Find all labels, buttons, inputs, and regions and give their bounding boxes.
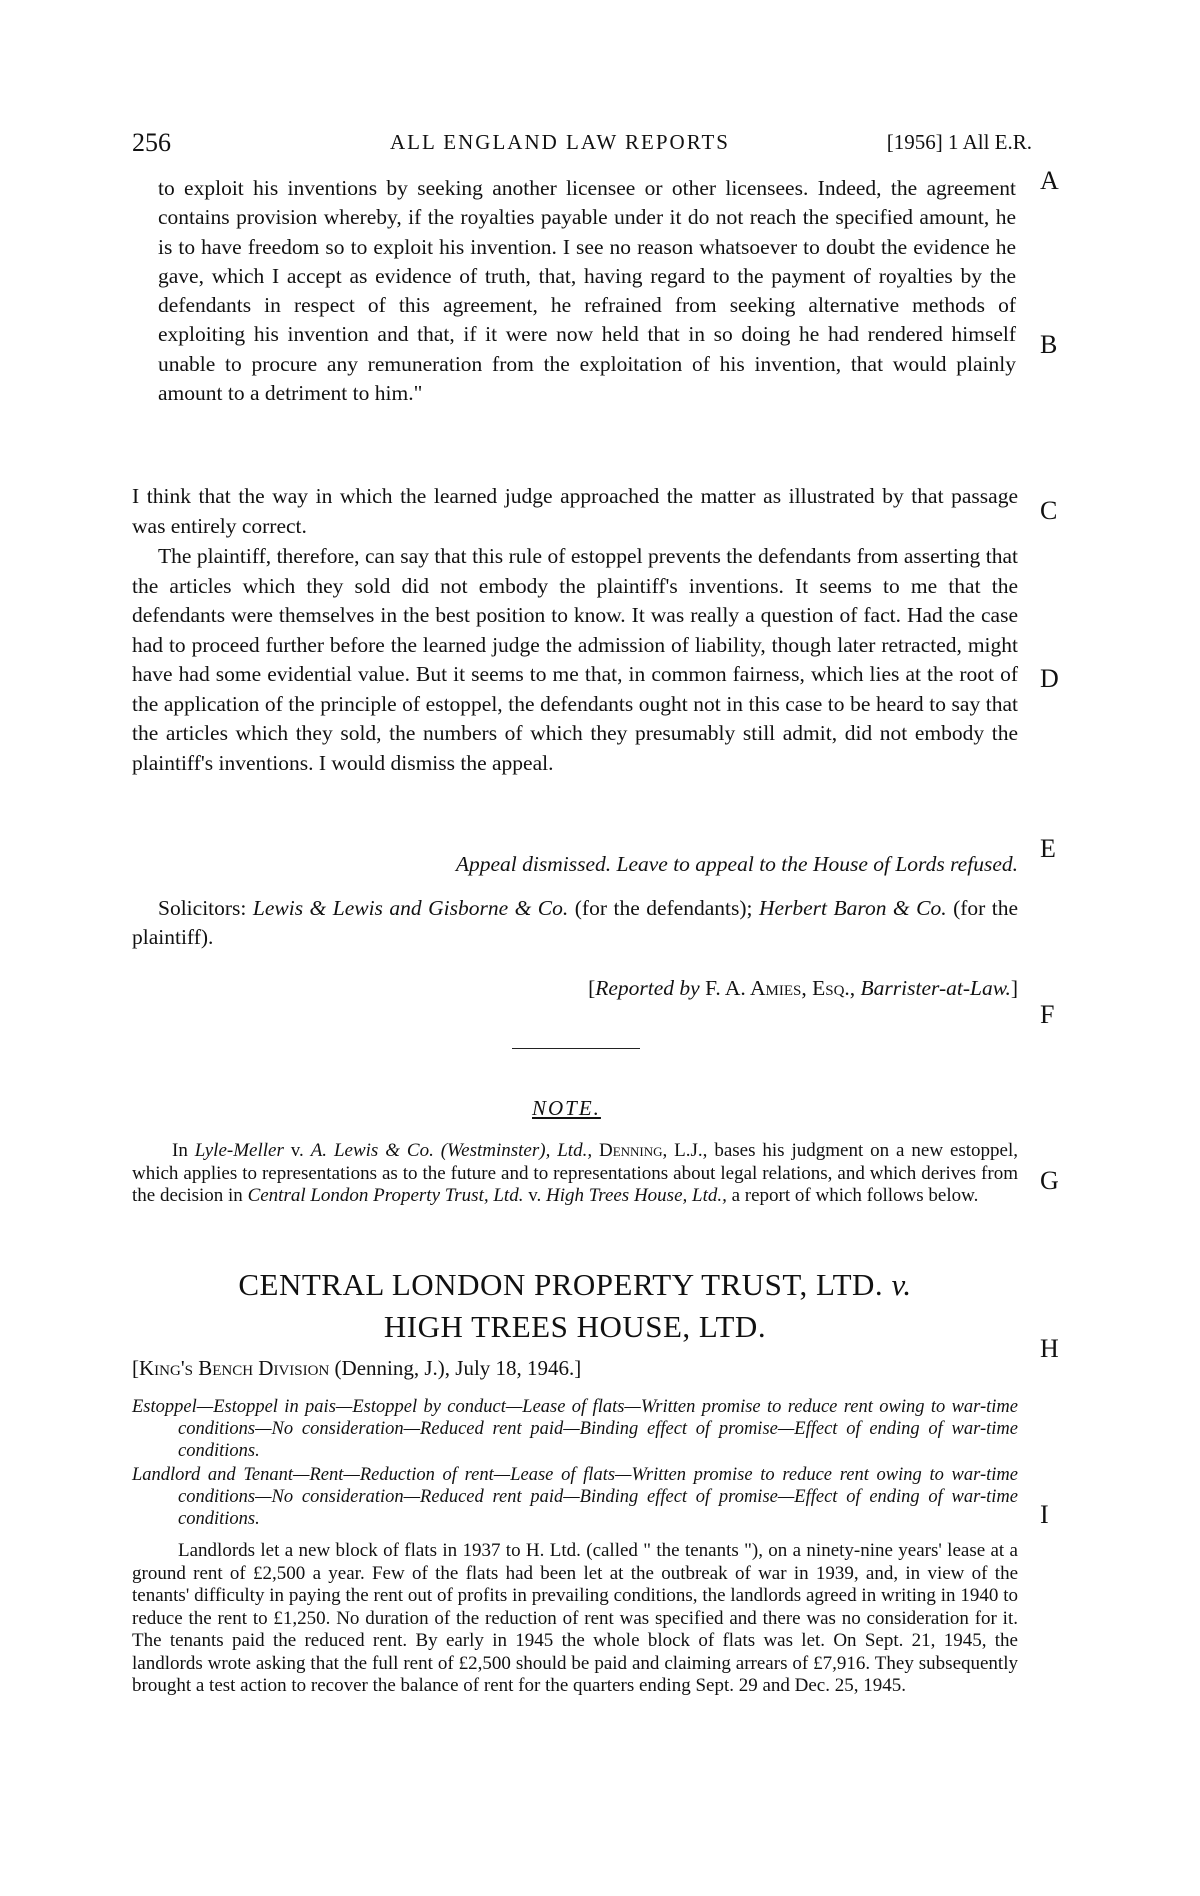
disposition-text: Appeal dismissed. Leave to appeal to the House of Lords refused. — [455, 852, 1018, 876]
note-text-1: In — [172, 1140, 188, 1161]
solicitor-firm-defendants: Lewis & Lewis and Gisborne & Co. — [252, 896, 569, 920]
headnote-facts: Landlords let a new block of flats in 1937 to H. Ltd. (called " the tenants "), on a ninety-nine years' lease at a ground rent of £2,500 a year. Few of the flats had been let at the outbreak of war in 1939, and, in view of the tenants' difficulty in paying the rent out of profits in prevailing conditions, the landlords agreed in writing in 1940 to reduce the rent to £1,250. No duration of the reduction of rent was specified and there was no consideration for it. The tenants paid the reduced rent. By early in 1945 the whole block of flats was let. On Sept. 21, 1945, the landlords wrote asking that the full rent of £2,500 should be paid and claiming arrears of £7,916. They subsequently brought a test action to recover the balance of rent for the quarters ending Sept. 29 and Dec. 25, 1945. — [132, 1540, 1018, 1696]
bracket-close: ] — [1010, 976, 1018, 1000]
margin-letter-g: G — [1040, 1166, 1059, 1195]
bracket-open: [ — [588, 976, 596, 1000]
page-number: 256 — [132, 128, 171, 157]
catchword-lead: Estoppel — [132, 1397, 197, 1417]
solicitors-label: Solicitors: — [158, 896, 247, 920]
case-title — [132, 1264, 1018, 1348]
margin-letter-i: I — [1040, 1500, 1049, 1529]
solicitor-firm-plaintiff: Herbert Baron & Co. — [758, 896, 947, 920]
catchword-lead: Landlord and Tenant — [132, 1465, 294, 1485]
reporter-name: F. A. Amies, Esq., — [705, 976, 856, 1000]
note-heading: NOTE. — [532, 1096, 601, 1120]
solicitors — [132, 894, 1018, 952]
case-party-2: HIGH TREES HOUSE, LTD. — [383, 1309, 767, 1344]
margin-letter-f: F — [1040, 1000, 1055, 1029]
catchwords-estoppel — [132, 1396, 1018, 1462]
margin-letter-a: A — [1040, 166, 1059, 195]
margin-letter-d: D — [1040, 664, 1059, 693]
solicitor-role-defendants: (for the defendants); — [574, 896, 753, 920]
quoted-passage: to exploit his inventions by seeking another licensee or other licensees. Indeed, the agreement contains provision whereby, if the royalties payable under it do not reach the specified amount, he is to have freedom so to exploit his invention. I see no reason whatsoever to doubt the evidence he gave, which I accept as evidence of truth, that, having regard to the payment of royalties by the defendants in respect of this agreement, he refrained from seeking alternative methods of exploiting his invention and that, if it were now held that in so doing he had rendered himself unable to procure any remuneration from the exploitation of his invention, that would plainly amount to a detriment to him." — [158, 176, 1016, 406]
note-judge: Denning, L.J., — [598, 1140, 708, 1161]
note-case-1b: A. Lewis & Co. (Westminster), Ltd., — [310, 1140, 593, 1161]
court-division: King's Bench Division — [139, 1356, 330, 1380]
case-party-1: CENTRAL LONDON PROPERTY TRUST, LTD. — [238, 1267, 884, 1302]
margin-letter-h: H — [1040, 1334, 1059, 1363]
note-text-2: bases his judgment on a new estoppel, which applies to representations as to the future and to representations about legal relations, and which derives from the decision in — [132, 1140, 1019, 1206]
reporter-title: Barrister-at-Law. — [860, 976, 1011, 1000]
paragraph-estoppel: The plaintiff, therefore, can say that this rule of estoppel prevents the defendants from asserting that the articles which they sold did not embody the plaintiff's inventions. It seems to me that the defendants were themselves in the best position to know. It was really a question of fact. Had the case had to proceed further before the learned judge the admission of liability, though later retracted, might have had some evidential value. But it seems to me that, in common fairness, which lies at the root of the application of the principle of estoppel, the defendants ought not in this case to be heard to say that the articles which they sold, the numbers of which they presumably still admit, did not embody the plaintiff's inventions. I would dismiss the appeal. — [132, 544, 1018, 775]
disposition — [132, 850, 1018, 879]
margin-letter-e: E — [1040, 834, 1056, 863]
note-text-3: a report of which follows below. — [731, 1185, 979, 1206]
running-header — [132, 128, 1032, 158]
court-judge-date: (Denning, J.), July 18, 1946.] — [334, 1356, 582, 1380]
reported-by: Reported by — [595, 976, 700, 1000]
margin-letter-c: C — [1040, 496, 1058, 525]
court-bracket: [ — [132, 1356, 139, 1380]
volume-citation: [1956] 1 All E.R. — [886, 130, 1032, 154]
note-case-2b: High Trees House, Ltd., — [545, 1185, 727, 1206]
case-title-line-1 — [132, 1264, 1018, 1306]
note-versus-2: v. — [528, 1185, 542, 1206]
paragraph-approach: I think that the way in which the learned judge approached the matter as illustrated by that passage was entirely correct. — [132, 484, 1018, 538]
case-versus: v. — [891, 1267, 912, 1302]
court-line — [132, 1356, 581, 1381]
publication-title: ALL ENGLAND LAW REPORTS — [390, 130, 730, 154]
solicitor-role-plaintiff: (for the plaintiff). — [132, 896, 1019, 949]
reporter-line — [132, 974, 1018, 1003]
catchword-text: —Estoppel in pais—Estoppel by conduct—Lease of flats—Written promise to reduce rent owing to war-time conditions—No consideration—Reduced rent paid—Binding effect of promise—Effect of ending of war-time conditions. — [178, 1397, 1018, 1461]
section-divider — [512, 1048, 640, 1049]
note-versus-1: v. — [290, 1140, 304, 1161]
margin-letter-b: B — [1040, 330, 1058, 359]
note-case-1: Lyle-Meller — [194, 1140, 284, 1161]
catchwords-landlord-tenant — [132, 1464, 1018, 1530]
catchword-text: —Rent—Reduction of rent—Lease of flats—Written promise to reduce rent owing to war-time conditions—No consideration—Reduced rent paid—Binding effect of promise—Effect of ending of war-time conditions. — [178, 1465, 1018, 1529]
note-case-2: Central London Property Trust, Ltd. — [247, 1185, 524, 1206]
note-paragraph — [132, 1140, 1018, 1208]
